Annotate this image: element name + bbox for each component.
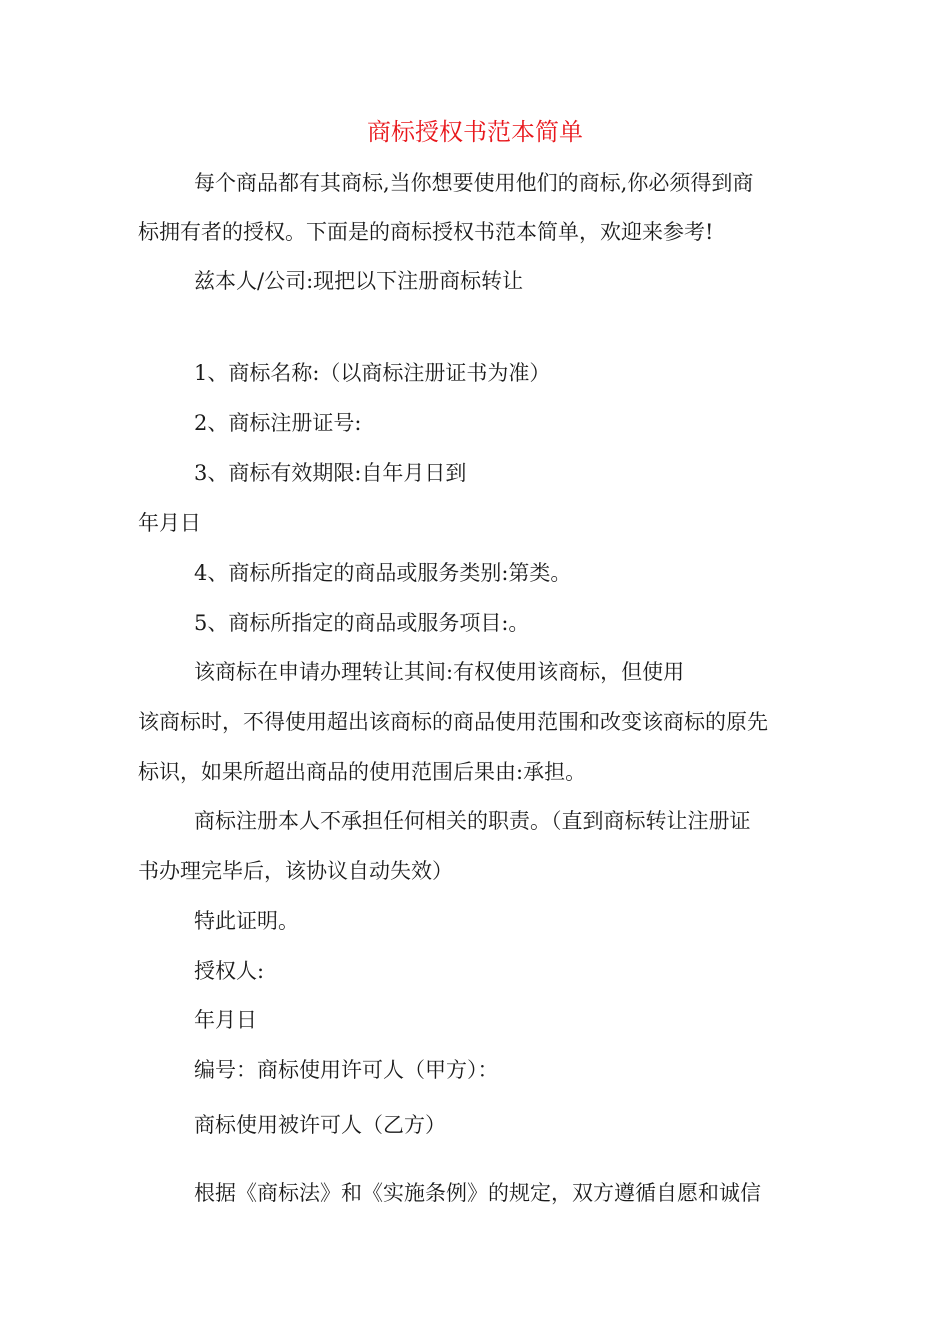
list-item: 1、商标名称:（以商标注册证书为准）	[194, 361, 551, 385]
paragraph-line: 商标使用被许可人（乙方）	[194, 1113, 446, 1137]
paragraph-line: 每个商品都有其商标,当你想要使用他们的商标,你必须得到商	[194, 171, 754, 195]
paragraph-line: 标拥有者的授权。下面是的商标授权书范本简单，欢迎来参考!	[138, 220, 714, 244]
list-item: 5、商标所指定的商品或服务项目:。	[194, 611, 530, 635]
paragraph-line: 书办理完毕后，该协议自动失效）	[138, 859, 453, 883]
paragraph-line: 商标注册本人不承担任何相关的职责。（直到商标转让注册证	[194, 809, 751, 833]
list-item: 4、商标所指定的商品或服务类别:第类。	[194, 561, 572, 585]
paragraph-line: 标识，如果所超出商品的使用范围后果由:承担。	[138, 760, 587, 784]
signature-label: 授权人:	[194, 959, 265, 983]
paragraph-line: 该商标在申请办理转让其间:有权使用该商标，但使用	[194, 660, 685, 684]
paragraph-line: 根据《商标法》和《实施条例》的规定，双方遵循自愿和诚信	[194, 1181, 761, 1205]
paragraph-line: 特此证明。	[194, 909, 299, 933]
document-title: 商标授权书范本简单	[367, 118, 583, 146]
paragraph-line: 年月日	[138, 511, 201, 535]
paragraph-line: 该商标时，不得使用超出该商标的商品使用范围和改变该商标的原先	[138, 710, 768, 734]
list-item: 3、商标有效期限:自年月日到	[194, 461, 467, 485]
date-line: 年月日	[194, 1008, 257, 1032]
paragraph-line: 兹本人/公司:现把以下注册商标转让	[194, 269, 524, 293]
paragraph-line: 编号：商标使用许可人（甲方）：	[194, 1058, 499, 1082]
list-item: 2、商标注册证号:	[194, 411, 362, 435]
